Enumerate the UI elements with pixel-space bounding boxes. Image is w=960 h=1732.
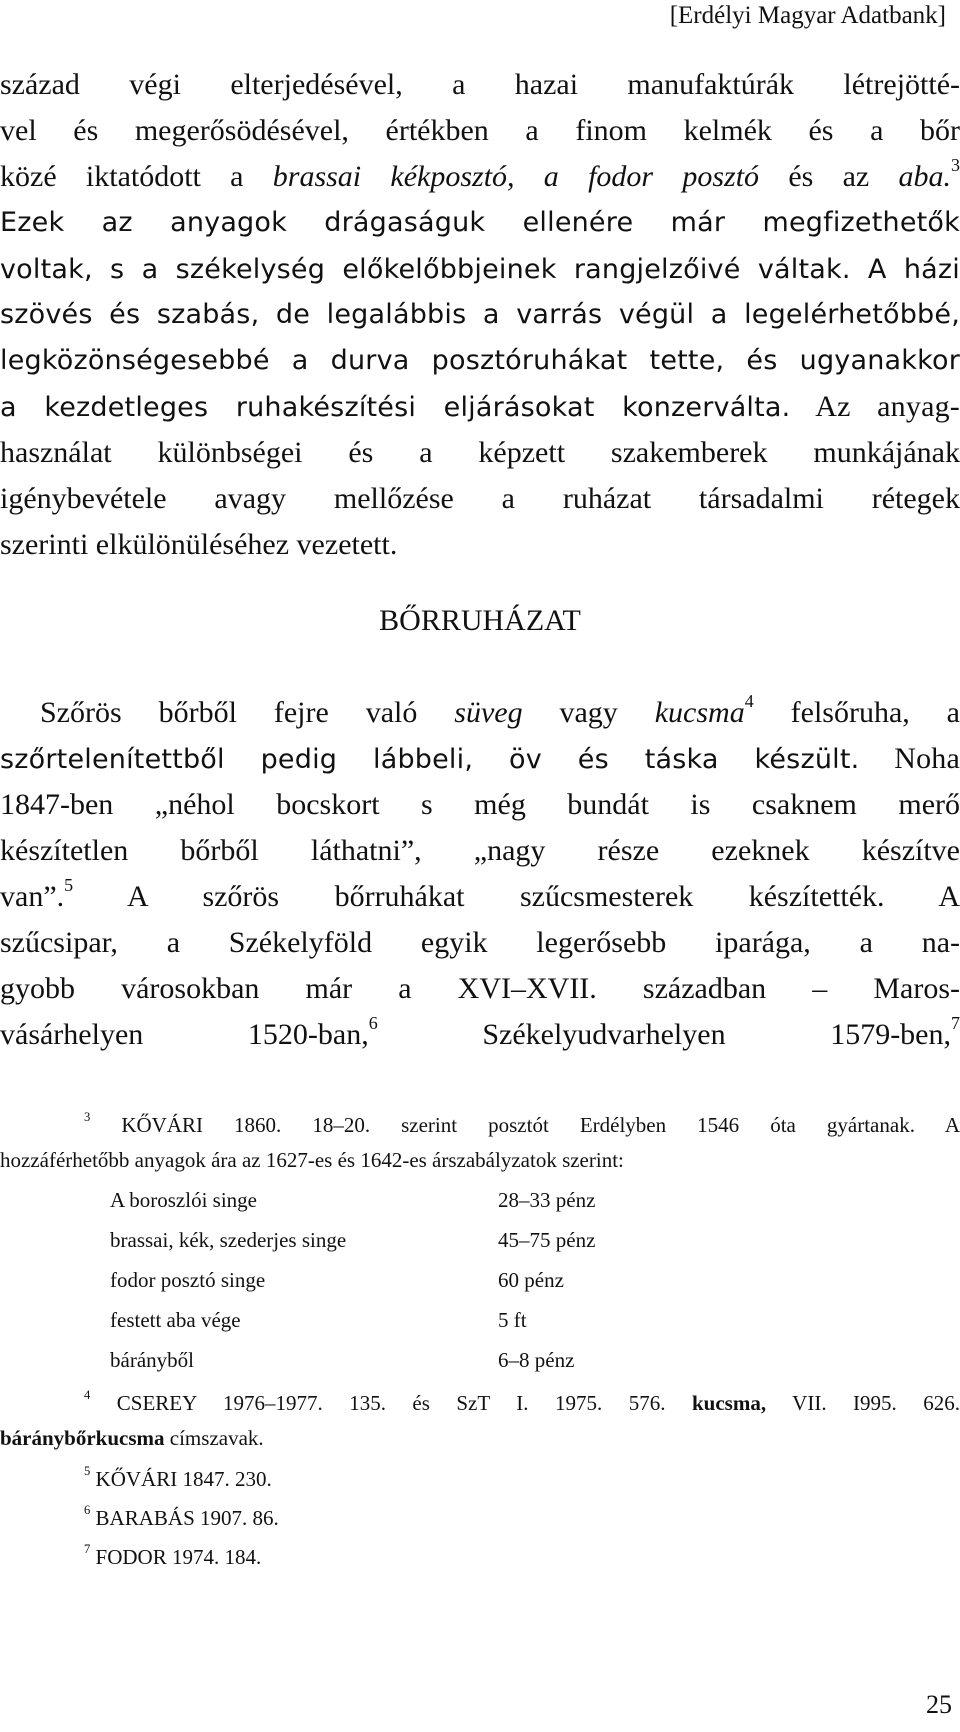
text-line: igénybevétele avagy mellőzése a ruházat társadalmi rétegek (0, 482, 960, 515)
table-row: festett aba vége 5 ft (110, 1308, 527, 1332)
italic-term: brassai kékposztó, a fodor posztó (272, 160, 760, 193)
text-line: gyobb városokban már a XVI–XVII. században – Maros- (0, 972, 960, 1005)
footnote-4-cont: báránybőrkucsma címszavak. (0, 1426, 264, 1450)
table-row: brassai, kék, szederjes singe 45–75 pénz (110, 1228, 596, 1252)
footnote-ref: 5 (64, 875, 74, 896)
italic-term: süveg (454, 696, 523, 729)
text-line: Ezek az anyagok drágaságuk ellenére már megfizethetők (0, 207, 960, 238)
page-number: 25 (926, 1690, 952, 1719)
table-row: A boroszlói singe 28–33 pénz (110, 1188, 596, 1212)
footnote-ref: 7 (951, 1013, 960, 1034)
footnote-ref: 3 (951, 155, 960, 176)
footnote-number: 3 (84, 1110, 91, 1125)
text-line: vásárhelyen 1520-ban,$^6$ Székelyudvarhelyen 1579-ben,$^7$ (0, 1013, 960, 1051)
footnote-ref: 6 (368, 1013, 378, 1034)
footnote-number: 6 (84, 1503, 91, 1518)
text-line: szűcsipar, a Székelyföld egyik legerősebb iparága, a na- (0, 926, 960, 959)
footnote-7: $^7$ FODOR 1974. 184. (84, 1542, 262, 1569)
text-line: készítetlen bőrből láthatni”, „nagy része ezeknek készítve (0, 834, 960, 867)
italic-term: kucsma (654, 696, 745, 729)
footnote-6: $^6$ BARABÁS 1907. 86. (84, 1503, 279, 1530)
footnote-3-cont: hozzáférhetőbb anyagok ára az 1627-es és 1642-es árszabályzatok szerint: (0, 1148, 624, 1172)
footnote-number: 5 (84, 1464, 91, 1479)
table-row: fodor posztó singe 60 pénz (110, 1268, 564, 1292)
text-line: legközönségesebbé a durva posztóruhákat tette, és ugyanakkor (0, 345, 960, 376)
text-line: Szőrös bőrből fejre való süveg vagy kucsma$^4$ felsőruha, a (40, 691, 960, 729)
footnote-number: 7 (84, 1542, 91, 1557)
text-line: szerinti elkülönüléséhez vezetett. (0, 528, 398, 561)
table-row: bárányből 6–8 pénz (110, 1348, 575, 1372)
text-line: a kezdetleges ruhakészítési eljárásokat konzerválta. Az anyag- (0, 390, 960, 423)
text-line: használat különbségei és a képzett szakemberek munkájának (0, 436, 960, 469)
text-line: voltak, s a székelység előkelőbbjeinek rangjelzőivé váltak. A házi (0, 254, 960, 285)
footnote-3: $^3$ KŐVÁRI 1860. 18–20. szerint posztót Erdélyben 1546 óta gyártanak. A (84, 1110, 960, 1137)
text-line: van”.$^5$ A szőrös bőrruhákat szűcsmesterek készítették. A (0, 875, 960, 913)
text-line: 1847-ben „néhol bocskort s még bundát is csaknem merő (0, 788, 960, 821)
section-title: BŐRRUHÁZAT (379, 604, 581, 637)
page-header (0, 0, 960, 40)
footnote-ref: 4 (744, 691, 754, 712)
footnote-number: 4 (84, 1388, 91, 1403)
text-line: szövés és szabás, de legalábbis a varrás végül a legelérhetőbbé, (0, 299, 960, 330)
italic-term: aba. (898, 160, 952, 193)
footnote-5: $^5$ KŐVÁRI 1847. 230. (84, 1464, 272, 1491)
footnote-4: $^4$ CSEREY 1976–1977. 135. és SzT I. 1975. 576. kucsma, VII. I995. 626. (84, 1388, 960, 1415)
text-line: század végi elterjedésével, a hazai manufaktúrák létrejötté- (0, 68, 960, 101)
text-line: közé iktatódott a brassai kékposztó, a fodor posztó és az aba.$^3$ (0, 155, 960, 193)
site-title: [Erdélyi Magyar Adatbank] (669, 2, 946, 29)
text-line: vel és megerősödésével, értékben a finom kelmék és a bőr (0, 114, 960, 147)
text-line: szőrtelenítettből pedig lábbeli, öv és táska készült. Noha (0, 742, 960, 775)
